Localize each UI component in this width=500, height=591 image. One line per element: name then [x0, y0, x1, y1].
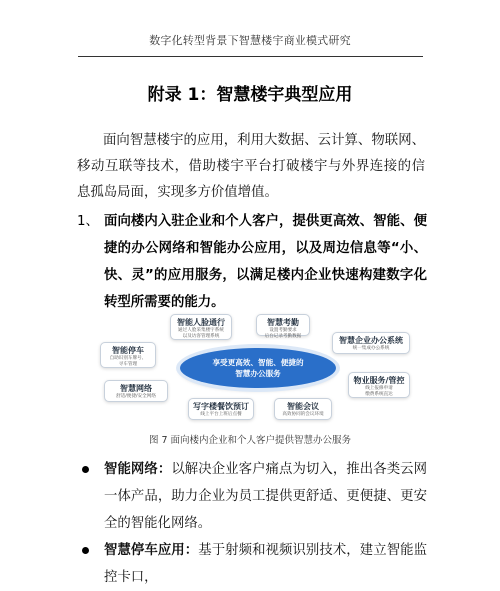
- box-sub: 通过人脸采集楼宇系统: [178, 328, 224, 333]
- diagram-box-catering: [188, 398, 254, 420]
- box-title: 物业服务/管控: [353, 376, 405, 385]
- item-number: 1、: [77, 214, 99, 229]
- box-sub: 以及访客管理系统: [182, 334, 220, 339]
- bullet-item: [77, 456, 427, 537]
- bullet-lead: 智慧停车应用：: [104, 543, 199, 558]
- box-title: 智慧网络: [120, 384, 152, 393]
- diagram-box-office-system: [332, 332, 410, 354]
- box-title: 智慧考勤: [267, 318, 299, 327]
- diagram-box-network: [104, 380, 168, 402]
- bullet-dot: [82, 466, 89, 473]
- diagram-box-property: [348, 372, 410, 398]
- center-line-1: 享受更高效、智能、便捷的: [212, 358, 304, 367]
- bullet-text: 基于射频和视频识别技术，建立智能监控卡口，: [104, 543, 428, 585]
- box-title: 智能停车: [112, 346, 144, 355]
- diagram-box-parking: [100, 342, 156, 368]
- box-sub: 后台记录考勤数据: [264, 334, 302, 339]
- box-sub: 统一集成办公系统: [352, 346, 390, 351]
- box-sub: 缴费系统直达: [365, 392, 393, 397]
- box-sub: 高效协同的会议环境: [282, 412, 324, 417]
- box-sub: 线上报修申请: [365, 386, 393, 391]
- diagram-box-face-access: [170, 314, 232, 340]
- diagram-center-ellipse: [180, 348, 336, 388]
- box-sub: 舒适/便捷/安全网络: [116, 394, 156, 399]
- box-sub: 寻车管理: [118, 362, 138, 367]
- figure-caption: 图 7 面向楼内企业和个人客户提供智慧办公服务: [148, 435, 352, 446]
- bullet-lead: 智能网络：: [104, 462, 172, 477]
- item-text: 面向楼内入驻企业和个人客户，提供更高效、智能、便捷的办公网络和智能办公应用，以及周边信息等“小、快、灵”的应用服务，以满足楼内企业快速构建数字化转型所需要的能力。: [104, 214, 427, 310]
- intro-paragraph: 面向智慧楼宇的应用，利用大数据、云计算、物联网、移动互联等技术，借助楼宇平台打破楼宇与外界连接的信息孤岛局面，实现多方价值增值。: [77, 133, 425, 200]
- box-title: 智能人脸通行: [177, 318, 225, 327]
- numbered-item-1: [77, 208, 427, 316]
- diagram-box-meeting: [274, 398, 332, 420]
- box-sub: 线上平台上班后点餐: [200, 412, 242, 417]
- box-title: 智能会议: [287, 402, 319, 411]
- diagram-box-attendance: [256, 314, 310, 339]
- bullet-dot: [82, 547, 89, 554]
- box-title: 智慧企业办公系统: [339, 336, 403, 345]
- box-title: 写字楼餐饮预订: [193, 402, 249, 411]
- page-title: 附录 1：智慧楼宇典型应用: [147, 85, 353, 105]
- center-line-2: 智慧办公服务: [235, 369, 281, 378]
- bullet-text: 以解决企业客户痛点为切入，推出各类云网一体产品，助力企业为员工提供更舒适、更便捷、更安全的智能化网络。: [104, 462, 428, 531]
- running-header: 数字化转型背景下智慧楼宇商业模式研究: [149, 34, 351, 47]
- bullet-item: [77, 537, 427, 591]
- office-services-diagram: [96, 310, 414, 422]
- header-divider: [78, 56, 423, 57]
- box-sub: 自助识别车牌号、: [109, 356, 147, 361]
- box-sub: 设置考勤要求: [269, 328, 297, 333]
